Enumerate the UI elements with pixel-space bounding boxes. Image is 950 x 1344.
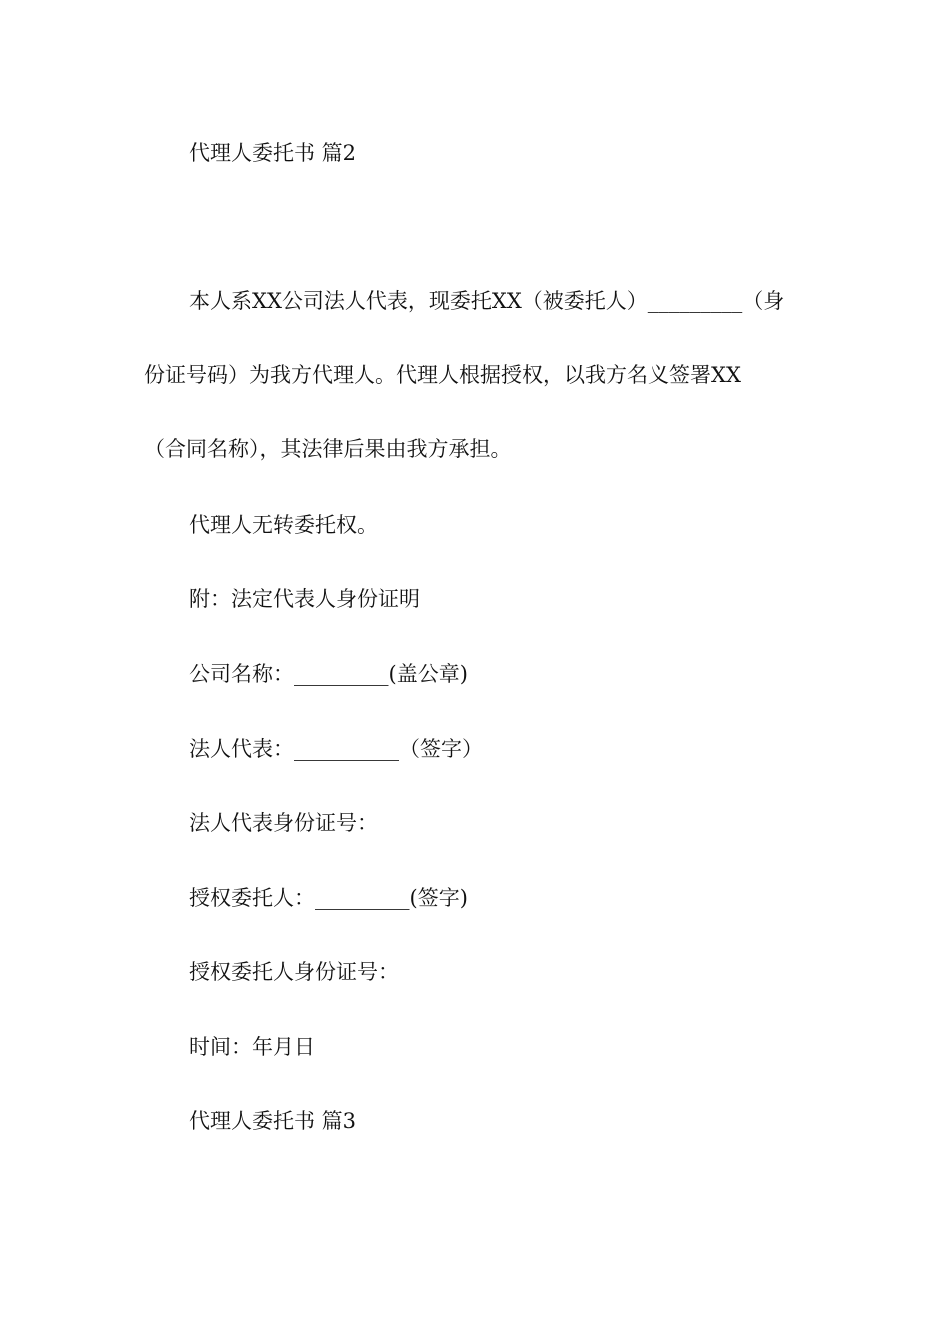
delegation-paragraph [144,288,808,510]
company-name-field: 公司名称：_________(盖公章) [189,662,468,686]
date-field: 时间：年月日 [189,1035,315,1059]
section-heading-3: 代理人委托书 篇3 [189,1109,357,1133]
section-heading-2: 代理人委托书 篇2 [189,141,357,165]
authorizer-field: 授权委托人：_________(签字) [189,886,468,910]
legal-rep-field: 法人代表：__________（签字） [189,737,483,761]
paragraph-line-3: （合同名称），其法律后果由我方承担。 [144,437,512,461]
paragraph-line-2: 份证号码）为我方代理人。代理人根据授权，以我方名义签署XX [144,363,741,387]
legal-rep-id-field: 法人代表身份证号： [189,811,378,835]
paragraph-line-1: 本人系XX公司法人代表，现委托XX（被委托人）_________（身 [189,289,785,313]
no-transfer-clause: 代理人无转委托权。 [189,513,378,537]
attachment-note: 附：法定代表人身份证明 [189,587,420,611]
authorizer-id-field: 授权委托人身份证号： [189,960,399,984]
